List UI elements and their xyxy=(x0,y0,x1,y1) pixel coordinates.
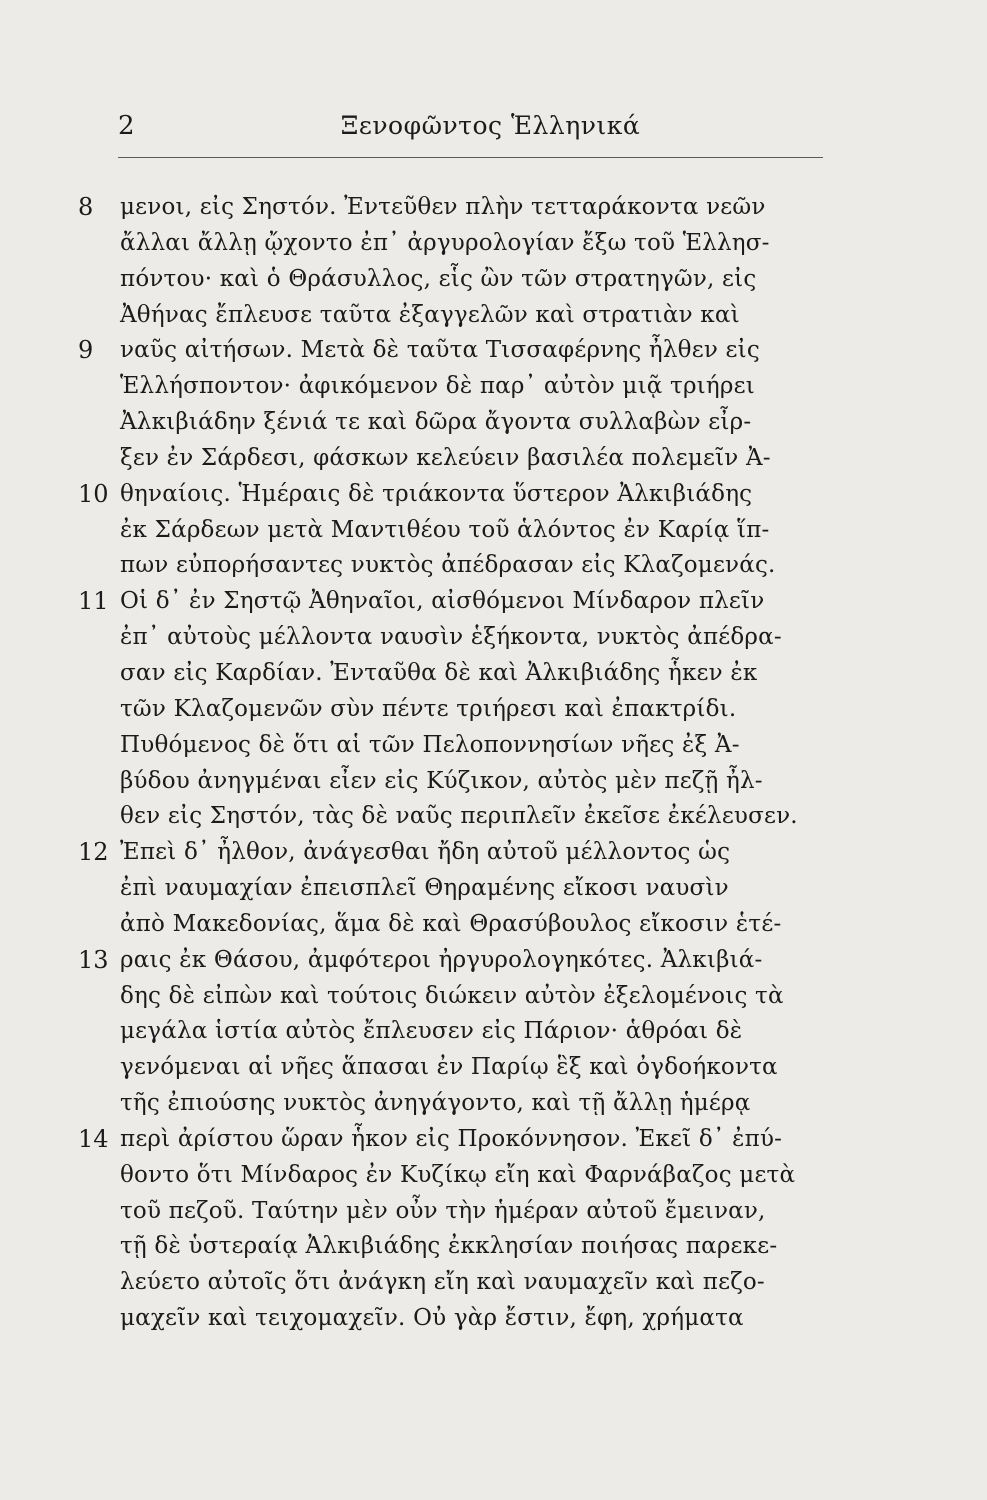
line-text: θηναίοις. Ἡμέραις δὲ τριάκοντα ὕστερον Ἀλκιβιάδης xyxy=(120,480,753,507)
text-line xyxy=(78,799,838,835)
text-line xyxy=(78,1265,838,1301)
line-text: πων εὐπορήσαντες νυκτὸς ἀπέδρασαν εἰς Κλαζομενάς. xyxy=(120,552,776,579)
line-text: Ἀλκιβιάδην ξένιά τε καὶ δῶρα ἄγοντα συλλαβὼν εἶρ- xyxy=(120,409,752,436)
text-line xyxy=(78,333,838,369)
text-line xyxy=(78,262,838,298)
line-text: τῶν Κλαζομενῶν σὺν πέντε τριήρεσι καὶ ἐπακτρίδι. xyxy=(120,695,737,722)
text-line xyxy=(78,656,838,692)
line-text: μαχεῖν καὶ τειχομαχεῖν. Οὐ γὰρ ἔστιν, ἔφη, χρήματα xyxy=(120,1305,744,1332)
section-number: 12 xyxy=(78,838,109,867)
text-line xyxy=(78,298,838,334)
line-text: ναῦς αἰτήσων. Μετὰ δὲ ταῦτα Τισσαφέρνης ἦλθεν εἰς xyxy=(120,337,760,364)
text-line xyxy=(78,871,838,907)
line-text: τῆς ἐπιούσης νυκτὸς ἀνηγάγοντο, καὶ τῇ ἄλλῃ ἡμέρᾳ xyxy=(120,1090,751,1117)
section-number: 14 xyxy=(78,1124,109,1153)
line-text: ἐπὶ ναυμαχίαν ἐπεισπλεῖ Θηραμένης εἴκοσι ναυσὶν xyxy=(120,875,729,902)
line-text: ἄλλαι ἄλλῃ ᾤχοντο ἐπ᾽ ἀργυρολογίαν ἔξω τοῦ Ἑλλησ- xyxy=(120,229,770,256)
line-text: τοῦ πεζοῦ. Ταύτην μὲν οὖν τὴν ἡμέραν αὐτοῦ ἔμειναν, xyxy=(120,1197,766,1224)
text-line xyxy=(78,1301,838,1337)
line-text: λεύετο αὐτοῖς ὅτι ἀνάγκη εἴη καὶ ναυμαχεῖν καὶ πεζο- xyxy=(120,1269,765,1296)
text-line xyxy=(78,979,838,1015)
text-line xyxy=(78,728,838,764)
body-text xyxy=(78,190,838,1337)
line-text: θεν εἰς Σηστόν, τὰς δὲ ναῦς περιπλεῖν ἐκεῖσε ἐκέλευσεν. xyxy=(120,803,798,830)
line-text: Πυθόμενος δὲ ὅτι αἱ τῶν Πελοποννησίων νῆες ἐξ Ἀ- xyxy=(120,731,740,758)
text-line xyxy=(78,369,838,405)
text-line xyxy=(78,907,838,943)
line-text: Ἀθήνας ἔπλευσε ταῦτα ἐξαγγελῶν καὶ στρατιὰν καὶ xyxy=(120,301,740,328)
line-text: ἐκ Σάρδεων μετὰ Μαντιθέου τοῦ ἁλόντος ἐν Καρίᾳ ἵπ- xyxy=(120,516,770,543)
text-line xyxy=(78,441,838,477)
text-line xyxy=(78,405,838,441)
line-text: γενόμεναι αἱ νῆες ἅπασαι ἐν Παρίῳ ἓξ καὶ ὀγδοήκοντα xyxy=(120,1054,778,1081)
section-number: 13 xyxy=(78,945,109,974)
text-line xyxy=(78,584,838,620)
section-number: 10 xyxy=(78,479,109,508)
text-line xyxy=(78,692,838,728)
section-number: 11 xyxy=(78,587,109,616)
line-text: περὶ ἀρίστου ὥραν ἧκον εἰς Προκόννησον. Ἐκεῖ δ᾽ ἐπύ- xyxy=(120,1125,783,1152)
text-line xyxy=(78,513,838,549)
section-number: 9 xyxy=(78,336,94,365)
line-text: δης δὲ εἰπὼν καὶ τούτοις διώκειν αὐτὸν ἐξελομένοις τὰ xyxy=(120,982,784,1009)
line-text: ξεν ἐν Σάρδεσι, φάσκων κελεύειν βασιλέα πολεμεῖν Ἀ- xyxy=(120,444,771,471)
text-line xyxy=(78,190,838,226)
line-text: ἐπ᾽ αὐτοὺς μέλλοντα ναυσὶν ἑξήκοντα, νυκτὸς ἀπέδρα- xyxy=(120,624,782,651)
text-line xyxy=(78,1229,838,1265)
page-number: 2 xyxy=(118,111,135,141)
text-line xyxy=(78,620,838,656)
text-line xyxy=(78,226,838,262)
text-line xyxy=(78,835,838,871)
line-text: πόντου· καὶ ὁ Θράσυλλος, εἷς ὢν τῶν στρατηγῶν, εἰς xyxy=(120,265,757,292)
line-text: θοντο ὅτι Μίνδαρος ἐν Κυζίκῳ εἴη καὶ Φαρνάβαζος μετὰ xyxy=(120,1161,796,1188)
line-text: βύδου ἀνηγμέναι εἶεν εἰς Κύζικον, αὐτὸς μὲν πεζῇ ἦλ- xyxy=(120,767,763,794)
line-text: μενοι, εἰς Σηστόν. Ἐντεῦθεν πλὴν τετταράκοντα νεῶν xyxy=(120,194,766,220)
text-line xyxy=(78,477,838,513)
text-line xyxy=(78,1158,838,1194)
text-line xyxy=(78,943,838,979)
text-line xyxy=(78,1194,838,1230)
text-line xyxy=(78,1014,838,1050)
line-text: τῇ δὲ ὑστεραίᾳ Ἀλκιβιάδης ἐκκλησίαν ποιήσας παρεκε- xyxy=(120,1233,778,1260)
text-line xyxy=(78,548,838,584)
line-text: ραις ἐκ Θάσου, ἀμφότεροι ἠργυρολογηκότες. Ἀλκιβιά- xyxy=(120,946,763,973)
page-header xyxy=(118,108,823,152)
line-text: σαν εἰς Καρδίαν. Ἐνταῦθα δὲ καὶ Ἀλκιβιάδης ἧκεν ἐκ xyxy=(120,659,758,686)
line-text: ἀπὸ Μακεδονίας, ἅμα δὲ καὶ Θρασύβουλος εἴκοσιν ἑτέ- xyxy=(120,910,782,937)
section-number: 8 xyxy=(78,193,94,221)
line-text: Ἐπεὶ δ᾽ ἦλθον, ἀνάγεσθαι ἤδη αὐτοῦ μέλλοντος ὡς xyxy=(120,839,731,866)
line-text: Οἱ δ᾽ ἐν Σηστῷ Ἀθηναῖοι, αἰσθόμενοι Μίνδαρον πλεῖν xyxy=(120,588,765,615)
text-line xyxy=(78,764,838,800)
line-text: μεγάλα ἱστία αὐτὸς ἔπλευσεν εἰς Πάριον· ἁθρόαι δὲ xyxy=(120,1018,743,1045)
running-title: Ξενοφῶντος Ἑλληνικά xyxy=(340,111,641,140)
text-line xyxy=(78,1122,838,1158)
line-text: Ἑλλήσποντον· ἀφικόμενον δὲ παρ᾽ αὐτὸν μιᾷ τριήρει xyxy=(120,373,755,400)
text-line xyxy=(78,1086,838,1122)
text-line xyxy=(78,1050,838,1086)
header-rule xyxy=(118,157,823,158)
